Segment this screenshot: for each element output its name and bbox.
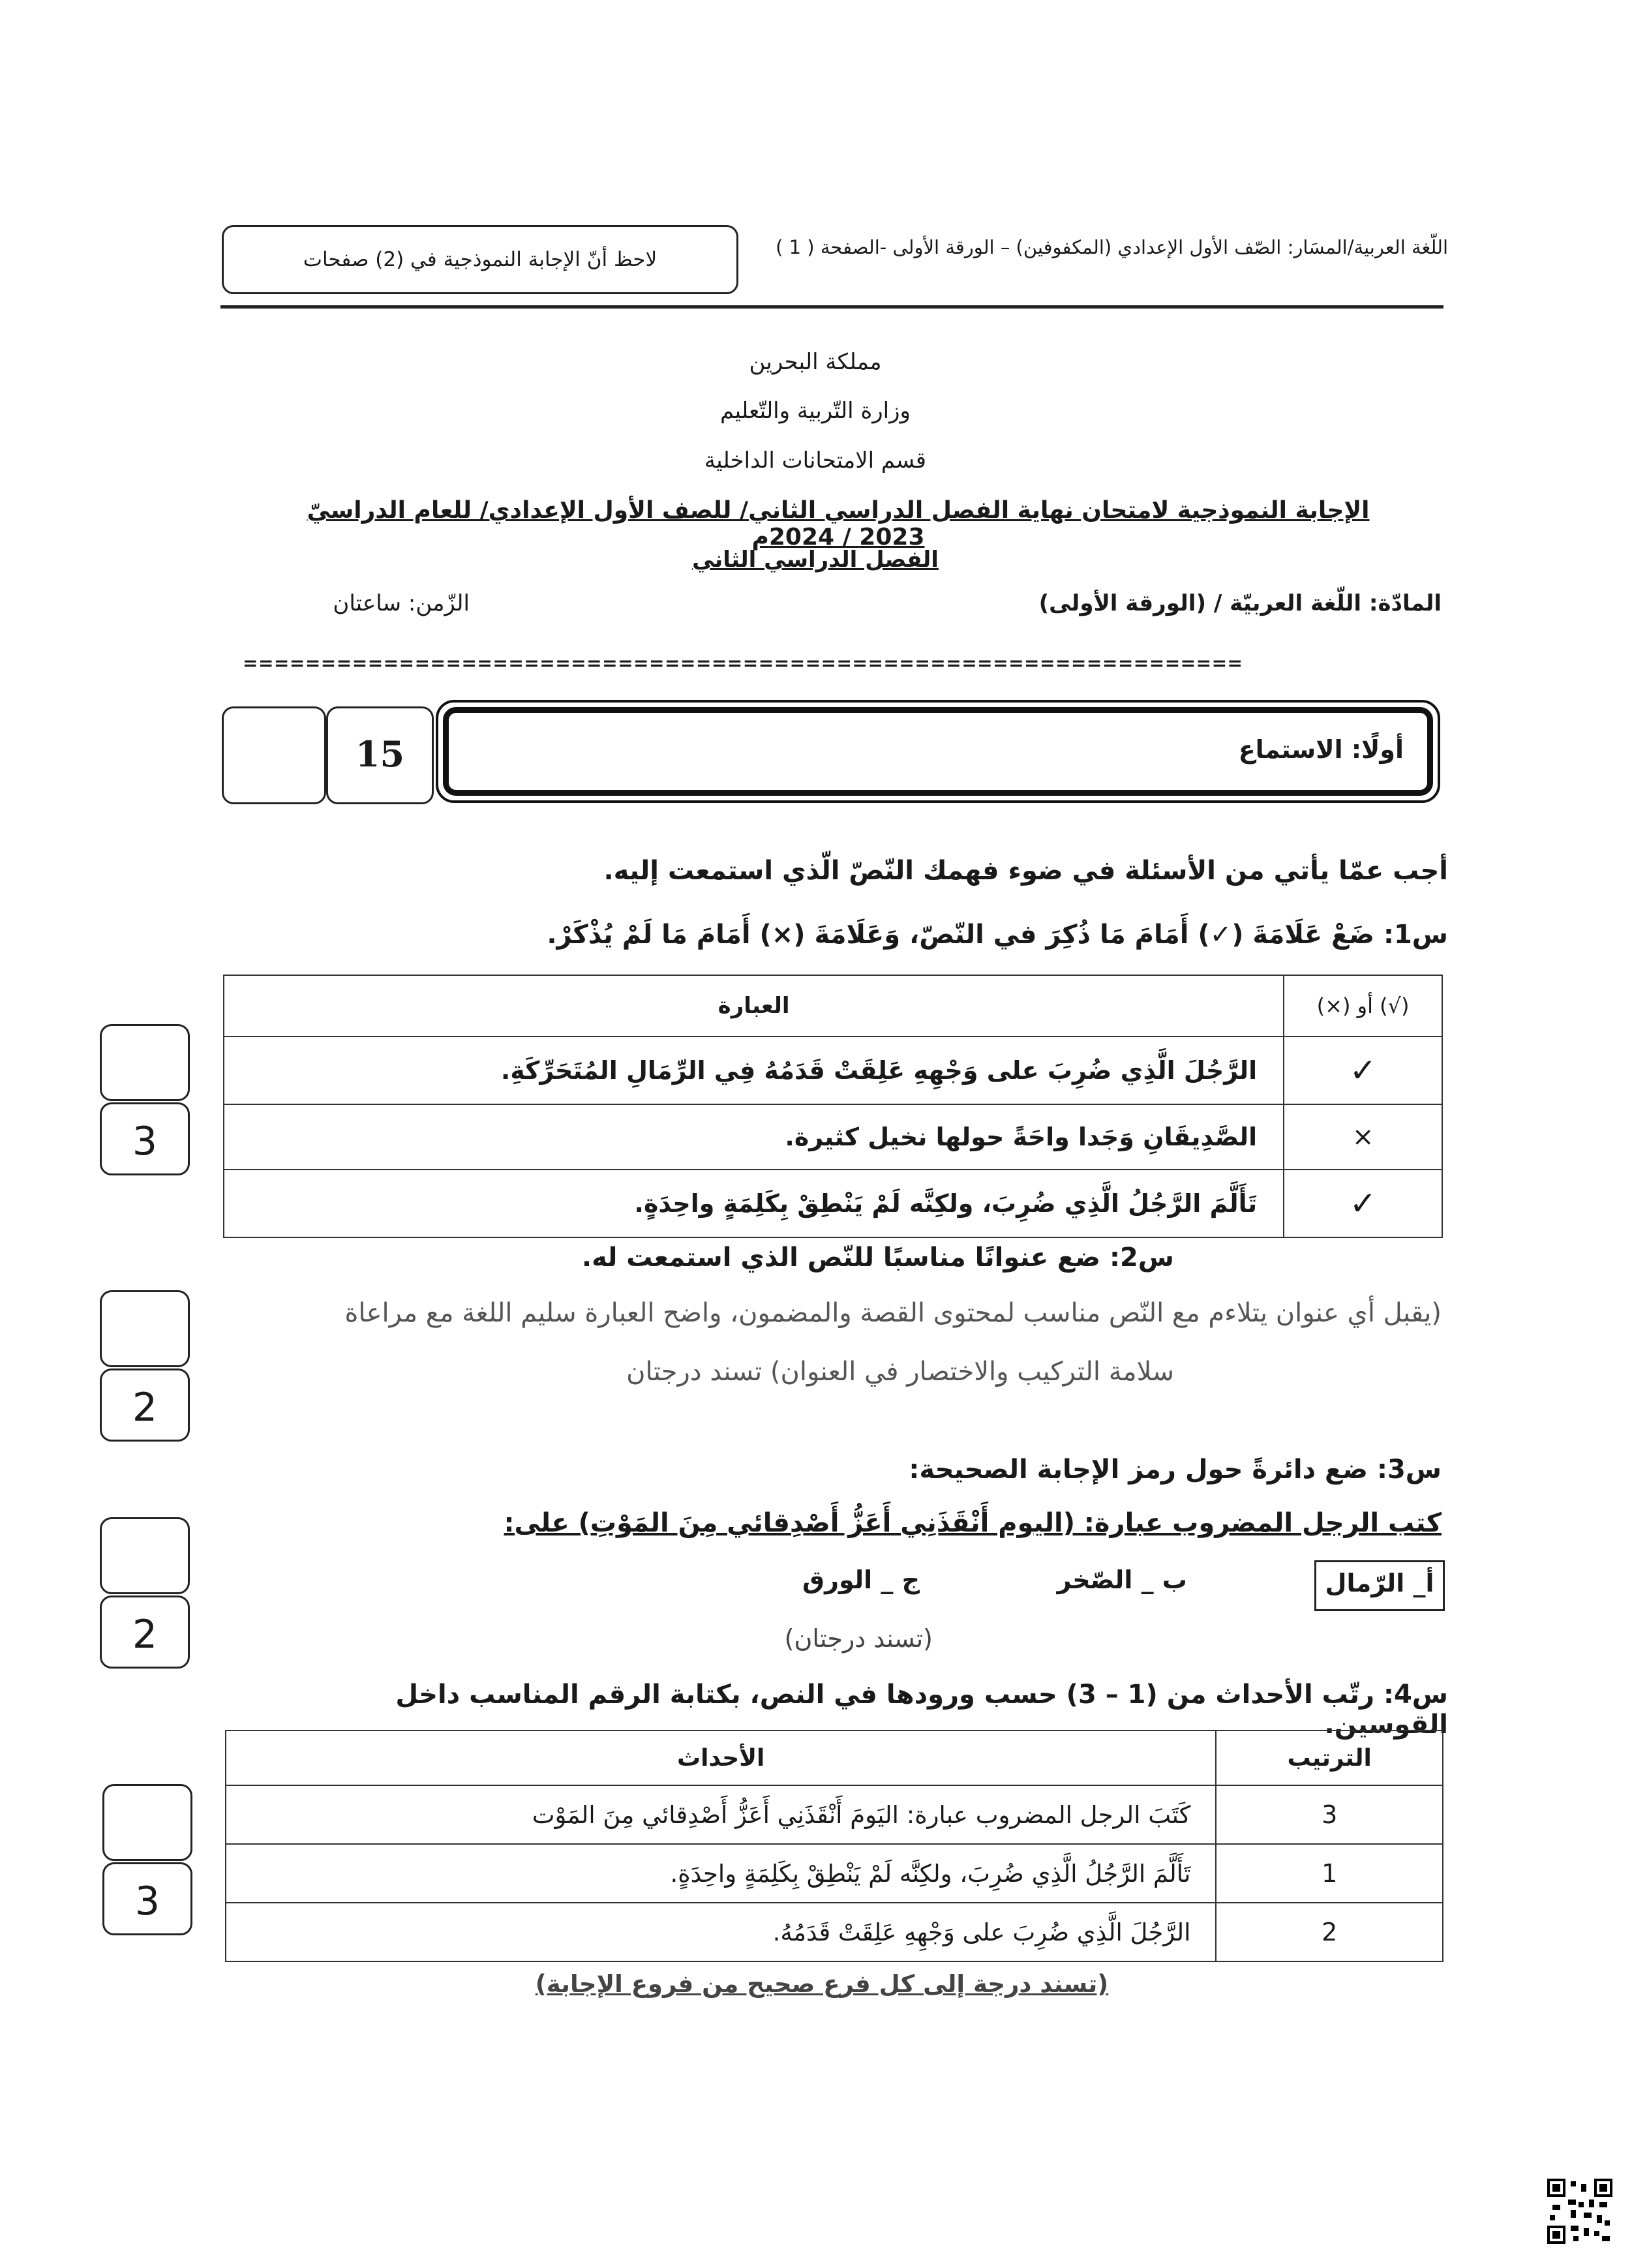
q2-answer-line2: سلامة التركيب والاختصار في العنوان) تسند درجتان [626,1357,1174,1387]
q4-score: 3 [134,1879,160,1924]
q1-row-text: الرَّجُلَ الَّذِي ضُرِبَ على وَجْهِهِ عَلِقَتْ قَدَمُهُ فِي الرِّمَالِ المُتَحَرِّكَةِ. [224,1036,1284,1104]
q3-option-a: أ_ الرّمال [1314,1560,1445,1611]
q2-grade-box [100,1290,190,1367]
q4-note: (تسند درجة إلى كل فرع صحيح من فروع الإجابة) [535,1970,1109,1998]
q4-row-text: تَأَلَّمَ الرَّجُلُ الَّذِي ضُرِبَ، ولكِنَّه لَمْ يَنْطِقْ بِكَلِمَةٍ واحِدَةٍ. [226,1844,1216,1903]
q2-prompt: س2: ضع عنوانًا مناسبًا للنّص الذي استمعت له. [581,1243,1174,1273]
q4-table [225,1730,1443,1962]
check-icon: ✓ [1284,1036,1442,1104]
ministry-title: وزارة التّربية والتّعليم [720,398,911,424]
q3-stem: كتب الرجل المضروب عبارة: (اليوم أَنْقَذَنِي أَعَزُّ أَصْدِقائي مِنَ المَوْتِ) على: [504,1508,1442,1538]
q1-score-box [100,1102,190,1175]
header-note-box [222,225,738,294]
q1-grade-box [100,1024,190,1101]
q1-row-text: تَأَلَّمَ الرَّجُلُ الَّذِي ضُرِبَ، ولكِنَّه لَمْ يَنْطِقْ بِكَلِمَةٍ واحِدَةٍ. [224,1170,1284,1237]
header-rule [220,305,1443,309]
q3-score-box [100,1595,190,1669]
dept-title: قسم الامتحانات الداخلية [704,447,927,474]
semester-title: الفصل الدراسي الثاني [692,547,939,573]
section-score: 15 [355,733,405,775]
q1-table [223,975,1443,1238]
q1-row-text: الصَّدِيقَانِ وَجَدا واحَةً حولها نخيل كثيرة. [224,1104,1284,1170]
qr-code-icon [1547,2179,1612,2244]
q4-head-order: الترتيب [1216,1731,1443,1785]
q4-row-order: 3 [1216,1785,1443,1844]
instruction: أجب عمّا يأتي من الأسئلة في ضوء فهمك النّصّ الّذي استمعت إليه. [603,856,1448,886]
section-title-box [436,700,1440,803]
check-icon: ✓ [1284,1170,1442,1237]
q3-prompt: س3: ضع دائرةً حول رمز الإجابة الصحيحة: [909,1455,1442,1485]
q4-row-text: كَتَبَ الرجل المضروب عبارة: اليَومَ أَنْقَذَنِي أَعَزُّ أَصْدِقائي مِنَ المَوْت [226,1785,1216,1844]
q2-score-box [100,1368,190,1442]
q4-row-text: الرَّجُلَ الَّذِي ضُرِبَ على وَجْهِهِ عَلِقَتْ قَدَمُهُ. [226,1903,1216,1961]
q1-head-text: العبارة [224,975,1284,1036]
q4-score-box [102,1862,192,1935]
q4-prompt: س4: رتّب الأحداث من (1 – 3) حسب ورودها في النص، بكتابة الرقم المناسب داخل القوسين. [395,1680,1448,1740]
q3-score: 2 [132,1612,158,1657]
q1-prompt: س1: ضَعْ عَلَامَةَ (✓) أَمَامَ مَا ذُكِرَ في النّصّ، وَعَلَامَةَ (×) أَمَامَ مَا لَمْ يُذْكَرْ. [547,920,1448,950]
subject-label: المادّة: اللّغة العربيّة / (الورقة الأولى) [1038,590,1442,616]
header-note: لاحظ أنّ الإجابة النموذجية في (2) صفحات [303,248,657,271]
q3-option-b: ب _ الصّخر [1057,1565,1187,1594]
q1-head-mark: (√) أو (×) [1284,975,1442,1036]
exam-title: الإجابة النموذجية لامتحان نهاية الفصل الدراسي الثاني/ للصف الأول الإعدادي/ للعام الدراسيّ 2023 / 2024م [307,497,1370,551]
q1-score: 3 [132,1119,158,1164]
cross-icon: × [1284,1104,1442,1170]
section-empty-box [222,706,326,804]
q4-grade-box [102,1784,192,1861]
kingdom-title: مملكة البحرين [749,349,882,375]
q2-score: 2 [132,1385,158,1430]
equals-divider: ================================================================ [243,652,1243,674]
q4-head-events: الأحداث [226,1731,1216,1785]
time-label: الزّمن: ساعتان [333,590,470,616]
q3-grade-box [100,1517,190,1594]
q4-row-order: 1 [1216,1844,1443,1903]
section-score-box [326,706,434,804]
q3-option-c: ج _ الورق [802,1565,920,1594]
q3-note: (تسند درجتان) [784,1624,933,1653]
section-title: أولًا: الاستماع [1238,735,1404,764]
header-path: اللّغة العربية/المسَار: الصّف الأول الإعدادي (المكفوفين) – الورقة الأولى -الصفحة ( 1 ) [776,236,1448,258]
q2-answer-line1: (يقبل أي عنوان يتلاءم مع النّص مناسب لمحتوى القصة والمضمون، واضح العبارة سليم اللغة مع مراعاة [344,1298,1442,1328]
q4-row-order: 2 [1216,1903,1443,1961]
